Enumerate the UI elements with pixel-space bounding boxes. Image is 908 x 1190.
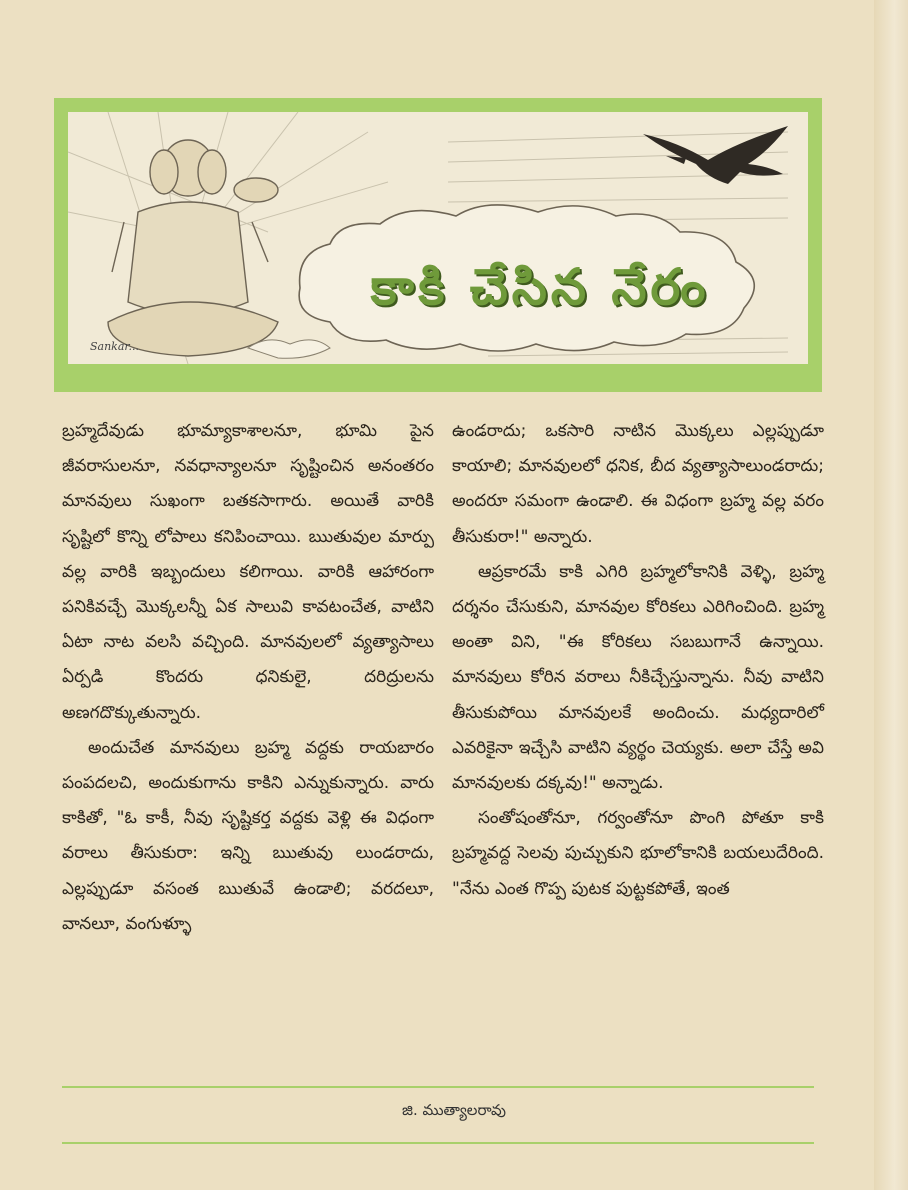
footer-rule-bottom (62, 1142, 814, 1144)
paragraph: ఉండరాదు; ఒకసారి నాటిన మొక్కలు ఎల్లప్పుడూ కాయాలి; మానవులలో ధనిక, బీద వ్యత్యాసాలుండరాదు; అందరూ సమంగా ఉండాలి. ఈ విధంగా బ్రహ్మ వల్ల వరం తీసుకురా!" అన్నారు. (452, 421, 824, 547)
banner-illustration (68, 112, 808, 364)
left-column (62, 414, 434, 942)
story-title: కాకి చేసిన నేరం (370, 258, 710, 316)
right-column (452, 414, 824, 907)
paragraph: అందుచేత మానవులు బ్రహ్మ వద్దకు రాయబారం పంపదలచి, అందుకుగాను కాకిని ఎన్నుకున్నారు. వారు కాకితో, "ఓ కాకీ, నీవు సృష్టికర్త వద్దకు వెళ్లి ఈ విధంగా వరాలు తీసుకురా: ఇన్ని ఋతువు లుండరాదు, ఎల్లప్పుడూ వసంత ఋతువే ఉండాలి; వరదలూ, వానలూ, వంగుళ్ళూ (62, 737, 434, 934)
crow-illustration (643, 126, 788, 184)
page-edge (874, 0, 908, 1190)
title-banner (54, 98, 822, 392)
paragraph: బ్రహ్మదేవుడు భూమ్యాకాశాలనూ, భూమి పైన జీవరాసులనూ, నవధాన్యాలనూ సృష్టించిన అనంతరం మానవులు సుఖంగా బతకసాగారు. అయితే వారికి సృష్టిలో కొన్ని లోపాలు కనిపించాయి. ఋతువుల మార్పు వల్ల వారికి ఇబ్బందులు కలిగాయి. వారికి ఆహారంగా పనికివచ్చే మొక్కలన్నీ ఏక సాలువి కావటంచేత, వాటిని ఏటా నాట వలసి వచ్చింది. మానవులలో వ్యత్యాసాలు ఏర్పడి కొందరు ధనికులై, దరిద్రులను అణగదొక్కుతున్నారు. (62, 421, 434, 723)
brahma-figure (108, 140, 278, 356)
illustrator-signature: Sankar... (90, 340, 139, 353)
author-name: జి. ముత్యాలరావు (401, 1101, 507, 1119)
paragraph: సంతోషంతోనూ, గర్వంతోనూ పొంగి పోతూ కాకి బ్రహ్మవద్ద సెలవు పుచ్చుకుని భూలోకానికి బయలుదేరింది. "నేను ఎంత గొప్ప పుటక పుట్టకపోతే, ఇంత (452, 808, 824, 899)
paragraph: ఆప్రకారమే కాకి ఎగిరి బ్రహ్మలోకానికి వెళ్ళి, బ్రహ్మ దర్శనం చేసుకుని, మానవుల కోరికలు ఎరిగించింది. బ్రహ్మ అంతా విని, "ఈ కోరికలు సబబుగానే ఉన్నాయి. మానవులు కోరిన వరాలు నీకిచ్చేస్తున్నాను. నీవు వాటిని తీసుకుపోయి మానవులకే అందించు. మధ్యదారిలో ఎవరికైనా ఇచ్చేసి వాటిని వ్యర్థం చెయ్యకు. అలా చేస్తే అవి మానవులకు దక్కవు!" అన్నాడు. (452, 561, 824, 794)
footer-rule-top (62, 1086, 814, 1088)
